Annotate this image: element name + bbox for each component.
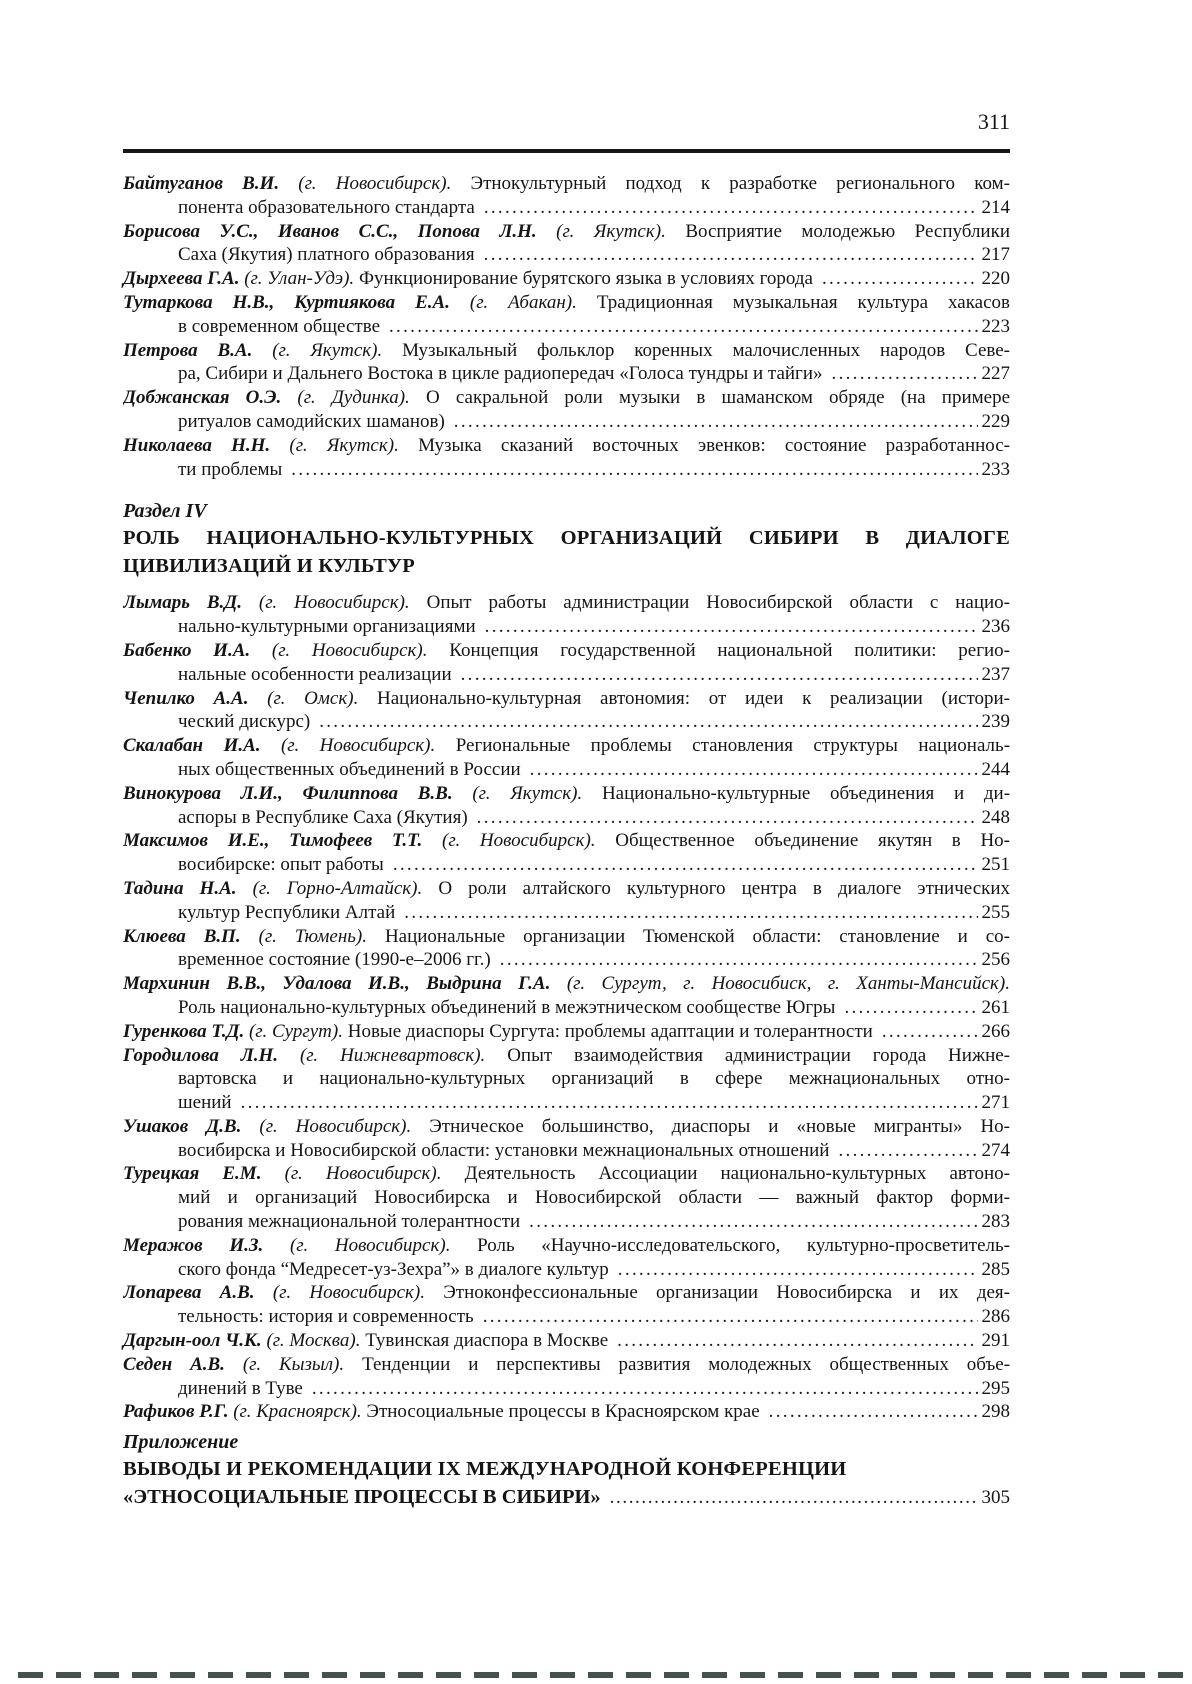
- entry-city: (г. Абакан).: [469, 291, 577, 313]
- entry-city: (г. Москва).: [266, 1330, 361, 1352]
- entry-city: (г. Горно-Алтайск).: [252, 877, 423, 899]
- entry-title: О роли алтайского культурного центра в диалоге этнических: [438, 877, 1010, 899]
- dot-leader: [241, 1091, 978, 1115]
- dot-leader: [838, 1139, 977, 1163]
- entry-page-number: 237: [981, 663, 1010, 685]
- entry-page-number: 256: [981, 949, 1010, 971]
- text-block: [123, 0, 1010, 1512]
- section-title-line2: ЦИВИЛИЗАЦИЙ И КУЛЬТУР: [123, 555, 415, 578]
- entry-city: (г. Сургут, г. Новосибиск, г. Ханты-Мансийск).: [566, 973, 1010, 995]
- entry-title: Новые диаспоры Сургута: проблемы адаптации и толерантности: [347, 1020, 873, 1042]
- entry-title-cont: Роль национально-культурных объединений в межэтническом сообществе Югры: [178, 996, 836, 1018]
- entry-page-number: 236: [981, 616, 1010, 638]
- dot-leader: [529, 1210, 977, 1234]
- table-row: [123, 972, 1010, 1020]
- entry-title-cont: ных общественных объединений в России: [178, 758, 521, 780]
- toc-entry-lastline: [123, 362, 1010, 386]
- dot-leader: [500, 948, 978, 972]
- dot-leader: [477, 806, 978, 830]
- section-label: Раздел IV: [123, 500, 207, 523]
- table-of-contents: [123, 172, 1010, 1512]
- table-row: [123, 734, 1010, 782]
- entry-page-number: 217: [981, 244, 1010, 266]
- entry-title-cont: ритуалов самодийских шаманов): [178, 410, 445, 432]
- entry-title: Деятельность Ассоциации национально-культурных автоно-: [464, 1163, 1010, 1185]
- entry-authors: Николаева Н.Н.: [123, 434, 271, 456]
- dot-leader: [618, 1258, 978, 1282]
- entry-city: (г. Новосибирск).: [259, 1115, 412, 1137]
- entry-city: (г. Улан-Удэ).: [244, 268, 355, 290]
- toc-entry-firstline: [123, 829, 1010, 853]
- entry-title-text: [178, 315, 380, 339]
- toc-entry-firstline: [123, 591, 1010, 615]
- dot-leader: [610, 1483, 978, 1512]
- toc-entry-lastline: [123, 267, 1010, 291]
- entry-page-number: 229: [981, 410, 1010, 432]
- entry-page-number: 286: [981, 1306, 1010, 1328]
- entry-title-text: [178, 243, 475, 267]
- entry-authors: Байтуганов В.И.: [123, 173, 280, 194]
- entry-page-number: 214: [981, 196, 1010, 218]
- toc-entry-firstline: [123, 1234, 1010, 1258]
- entry-page-number: 244: [981, 758, 1010, 780]
- toc-entry-firstline: [123, 172, 1010, 196]
- toc-entry-lastline: [123, 1400, 1010, 1424]
- entry-title-text: [178, 1258, 609, 1282]
- entry-title-text: [123, 1020, 873, 1044]
- entry-title-text: [178, 1377, 303, 1401]
- table-row: [123, 1400, 1010, 1424]
- entry-authors: Петрова В.А.: [123, 339, 253, 361]
- toc-entry-firstline: [123, 734, 1010, 758]
- toc-entry-lastline: [123, 1305, 1010, 1329]
- table-row: [123, 687, 1010, 735]
- entry-title: Национальные организации Тюменской области: становление и со-: [384, 925, 1010, 947]
- table-row: [123, 220, 1010, 268]
- toc-entry-lastline: [123, 243, 1010, 267]
- entry-title-text: [178, 1139, 829, 1163]
- entry-title-cont: понента образовательного стандарта: [178, 196, 475, 218]
- entry-title-text: [178, 458, 282, 482]
- table-row: [123, 1353, 1010, 1401]
- header-rule: [123, 149, 1010, 153]
- entry-title: О сакральной роли музыки в шаманском обряде (на примере: [425, 387, 1010, 409]
- dot-leader: [312, 1377, 978, 1401]
- entry-title-cont: ского фонда “Медресет-уз-Зехра”» в диалоге культур: [178, 1258, 609, 1280]
- toc-entry-firstline: [123, 386, 1010, 410]
- dot-leader: [319, 710, 977, 734]
- entry-title-cont: нально-культурными организациями: [178, 616, 476, 638]
- entry-authors: Лопарева А.В.: [123, 1282, 255, 1304]
- dot-leader: [484, 196, 978, 220]
- appendix-page-number: 305: [981, 1487, 1010, 1509]
- entry-page-number: 239: [981, 711, 1010, 733]
- appendix-title-line1: ВЫВОДЫ И РЕКОМЕНДАЦИИ IX МЕЖДУНАРОДНОЙ КОНФЕРЕНЦИИ: [123, 1458, 847, 1481]
- toc-entry-lastline: [123, 996, 1010, 1020]
- entry-title-cont: восибирске: опыт работы: [178, 854, 384, 876]
- entry-authors: Мархинин В.В., Удалова И.В., Выдрина Г.А.: [123, 973, 551, 995]
- entry-authors: Лымарь В.Д.: [123, 592, 242, 614]
- entry-city: (г. Омск).: [267, 687, 359, 709]
- entry-authors: Даргын-оол Ч.К.: [123, 1330, 262, 1352]
- entry-city: (г. Нижневартовск).: [299, 1044, 486, 1066]
- entry-title-cont: динений в Туве: [178, 1377, 303, 1399]
- toc-entry-firstline: [123, 1353, 1010, 1377]
- entry-title-text: [123, 267, 813, 291]
- entry-city: (г. Новосибирск).: [442, 830, 596, 852]
- page-number: 311: [977, 109, 1010, 134]
- dot-leader: [454, 410, 978, 434]
- toc-entry-lastline: [123, 853, 1010, 877]
- section-title-line1: РОЛЬ НАЦИОНАЛЬНО-КУЛЬТУРНЫХ ОРГАНИЗАЦИЙ СИБИРИ В ДИАЛОГЕ: [123, 527, 1010, 550]
- table-row: [123, 639, 1010, 687]
- toc-entry-lastline: [123, 806, 1010, 830]
- entry-city: (г. Новосибирск).: [298, 173, 452, 194]
- dot-leader: [461, 663, 978, 687]
- toc-entry-firstline: [123, 1281, 1010, 1305]
- entry-page-number: 227: [981, 363, 1010, 385]
- entry-title: Восприятие молодежью Республики: [685, 220, 1010, 242]
- table-row: [123, 172, 1010, 220]
- entry-page-number: 295: [981, 1377, 1010, 1399]
- dot-leader: [393, 853, 978, 877]
- toc-entry-lastline: [123, 710, 1010, 734]
- entry-authors: Скалабан И.А.: [123, 735, 261, 757]
- table-row: [123, 1115, 1010, 1163]
- entry-title: Региональные проблемы становления структуры националь-: [455, 735, 1010, 757]
- entry-page-number: 261: [981, 996, 1010, 1018]
- table-row: [123, 339, 1010, 387]
- entry-title-text: [123, 1400, 760, 1424]
- toc-entry-lastline: [123, 315, 1010, 339]
- entry-city: (г. Якутск).: [289, 434, 399, 456]
- entry-city: (г. Якутск).: [272, 339, 383, 361]
- table-row: [123, 291, 1010, 339]
- toc-entry-lastline: [123, 615, 1010, 639]
- entry-city: (г. Новосибирск).: [284, 1163, 442, 1185]
- table-row: [123, 1329, 1010, 1353]
- table-row: [123, 1162, 1010, 1233]
- entry-authors: Гуренкова Т.Д.: [123, 1020, 245, 1042]
- entry-title-text: [178, 853, 384, 877]
- dot-leader: [832, 362, 978, 386]
- entry-page-number: 266: [981, 1020, 1010, 1042]
- table-row: [123, 782, 1010, 830]
- dot-leader: [404, 901, 977, 925]
- table-row: [123, 267, 1010, 291]
- entry-title: Тенденции и перспективы развития молодежных общественных объе-: [362, 1353, 1010, 1375]
- toc-entry-lastline: [123, 196, 1010, 220]
- entry-title-text: [123, 1329, 608, 1353]
- entry-authors: Меражов И.З.: [123, 1234, 264, 1256]
- toc-entry-firstline: [123, 782, 1010, 806]
- toc-entry-contline: мий и организаций Новосибирска и Новосибирской области — важный фактор форми-: [178, 1187, 1010, 1209]
- entry-title-cont: Саха (Якутия) платного образования: [178, 244, 475, 266]
- entry-authors: Борисова У.С., Иванов С.С., Попова Л.Н.: [123, 220, 537, 242]
- entry-title-cont: нальные особенности реализации: [178, 663, 452, 685]
- toc-entry-lastline: [123, 1329, 1010, 1353]
- entry-page-number: 251: [981, 854, 1010, 876]
- entry-title: Музыка сказаний восточных эвенков: состояние разработаннос-: [418, 434, 1010, 456]
- entry-page-number: 248: [981, 806, 1010, 828]
- entry-title-cont: рования межнациональной толерантности: [178, 1211, 521, 1233]
- entry-city: (г. Красноярск).: [233, 1401, 362, 1423]
- entry-city: (г. Якутск).: [472, 782, 583, 804]
- toc-entry-lastline: [123, 1210, 1010, 1234]
- toc-entry-firstline: [123, 877, 1010, 901]
- entry-title-text: [178, 1210, 520, 1234]
- dot-leader: [291, 458, 977, 482]
- entry-city: (г. Кызыл).: [242, 1353, 345, 1375]
- entry-title: Этноконфессиональные организации Новосибирска и их дея-: [443, 1282, 1010, 1304]
- entry-authors: Винокурова Л.И., Филиппова В.В.: [123, 782, 453, 804]
- appendix-title-line2: «ЭТНОСОЦИАЛЬНЫЕ ПРОЦЕССЫ В СИБИРИ»: [123, 1486, 601, 1509]
- entry-authors: Дырхеева Г.А.: [123, 268, 240, 290]
- table-row: [123, 1020, 1010, 1044]
- dot-leader: [769, 1400, 978, 1424]
- entry-authors: Рафиков Р.Г.: [123, 1401, 229, 1423]
- entry-title-text: [178, 901, 395, 925]
- dot-leader: [822, 267, 978, 291]
- entry-title-text: [178, 1091, 232, 1115]
- entry-title: Концепция государственной национальной политики: регио-: [449, 639, 1010, 661]
- entry-title-text: [178, 615, 476, 639]
- entry-title-cont: культур Республики Алтай: [178, 901, 396, 923]
- entry-title-text: [178, 1305, 474, 1329]
- toc-entry-firstline: [123, 972, 1010, 996]
- entry-authors: Городилова Л.Н.: [123, 1044, 279, 1066]
- entry-authors: Тутаркова Н.В., Куртиякова Е.А.: [123, 291, 450, 313]
- toc-entry-firstline: [123, 1162, 1010, 1186]
- entry-authors: Тадина Н.А.: [123, 877, 237, 899]
- dot-leader: [483, 1305, 978, 1329]
- entry-city: (г. Дудинка).: [297, 387, 410, 409]
- entry-title-text: [178, 362, 823, 386]
- entry-title-cont: шений: [178, 1092, 232, 1114]
- entry-title-text: [178, 806, 468, 830]
- table-row: [123, 591, 1010, 639]
- entry-title: Общественное объединение якутян в Но-: [615, 830, 1010, 852]
- toc-entry-firstline: [123, 1115, 1010, 1139]
- entry-title: Этнокультурный подход к разработке регионального ком-: [470, 173, 1010, 194]
- entry-city: (г. Якутск).: [556, 220, 666, 242]
- toc-entry-lastline: [123, 458, 1010, 482]
- entry-title-cont: временное состояние (1990-е–2006 гг.): [178, 949, 491, 971]
- entry-title-text: [178, 710, 310, 734]
- toc-entry-lastline: [123, 410, 1010, 434]
- dot-leader: [844, 996, 977, 1020]
- entry-authors: Добжанская О.Э.: [123, 387, 282, 409]
- toc-entry-firstline: [123, 687, 1010, 711]
- entry-title-text: [178, 996, 835, 1020]
- entry-title: Этническое большинство, диаспоры и «новые мигранты» Но-: [429, 1115, 1010, 1137]
- dot-leader: [882, 1020, 978, 1044]
- toc-entry-lastline: [123, 1139, 1010, 1163]
- toc-entry-firstline: [123, 434, 1010, 458]
- entry-city: (г. Новосибирск).: [280, 735, 436, 757]
- entry-page-number: 291: [981, 1330, 1010, 1352]
- dot-leader: [389, 315, 978, 339]
- entry-title: Опыт работы администрации Новосибирской области с нацио-: [426, 592, 1010, 614]
- entry-page-number: 255: [981, 901, 1010, 923]
- dot-leader: [530, 758, 978, 782]
- appendix-label: Приложение: [123, 1431, 239, 1454]
- entry-page-number: 220: [981, 268, 1010, 290]
- entry-title-cont: восибирска и Новосибирской области: установки межнациональных отношений: [178, 1139, 830, 1161]
- entry-title-text: [178, 196, 475, 220]
- toc-entry-lastline: [123, 1258, 1010, 1282]
- entry-title-cont: ти проблемы: [178, 458, 283, 480]
- entry-title-text: [178, 663, 452, 687]
- toc-entry-lastline: [123, 1020, 1010, 1044]
- entry-title: Этносоциальные процессы в Красноярском крае: [366, 1401, 760, 1423]
- entry-city: (г. Новосибирск).: [271, 639, 428, 661]
- entry-authors: Бабенко И.А.: [123, 639, 251, 661]
- table-row: [123, 877, 1010, 925]
- toc-entry-firstline: [123, 1044, 1010, 1068]
- entry-authors: Ушаков Д.В.: [123, 1115, 242, 1137]
- table-row: [123, 386, 1010, 434]
- toc-entry-firstline: [123, 639, 1010, 663]
- entry-title: Тувинская диаспора в Москве: [365, 1330, 609, 1352]
- table-row: [123, 434, 1010, 482]
- toc-entry-lastline: [123, 948, 1010, 972]
- entry-title-text: [178, 410, 445, 434]
- entry-title: Национально-культурные объединения и ди-: [601, 782, 1010, 804]
- appendix-heading: [123, 1430, 1010, 1512]
- entry-title: Роль «Научно-исследовательского, культурно-просветитель-: [477, 1234, 1010, 1256]
- section-heading: [123, 499, 1010, 580]
- toc-entry-firstline: [123, 339, 1010, 363]
- entry-title-cont: ческий дискурс): [178, 711, 311, 733]
- entry-city: (г. Новосибирск).: [289, 1234, 451, 1256]
- entry-authors: Турецкая Е.М.: [123, 1163, 262, 1185]
- entry-title-text: [178, 758, 521, 782]
- entry-page-number: 285: [981, 1258, 1010, 1280]
- entry-title-cont: ра, Сибири и Дальнего Востока в цикле радиопередач «Голоса тундры и тайги»: [178, 363, 823, 385]
- entry-title-cont: в современном обществе: [178, 315, 380, 337]
- entry-title: Национально-культурная автономия: от идеи к реализации (истори-: [377, 687, 1010, 709]
- appendix-lastline: [123, 1483, 1010, 1512]
- entry-title: Традиционная музыкальная культура хакасов: [596, 291, 1010, 313]
- entry-title-text: [178, 948, 491, 972]
- entry-authors: Клюева В.П.: [123, 925, 241, 947]
- entry-authors: Седен А.В.: [123, 1353, 225, 1375]
- toc-entry-lastline: [123, 663, 1010, 687]
- entry-title-cont: тельность: история и современность: [178, 1306, 474, 1328]
- table-row: [123, 1044, 1010, 1115]
- entry-city: (г. Новосибирск).: [258, 592, 410, 614]
- entry-city: (г. Тюмень).: [258, 925, 368, 947]
- entry-page-number: 274: [981, 1139, 1010, 1161]
- toc-entry-firstline: [123, 291, 1010, 315]
- toc-entry-lastline: [123, 901, 1010, 925]
- dot-leader: [617, 1329, 977, 1353]
- toc-entry-lastline: [123, 758, 1010, 782]
- entry-authors: Чепилко А.А.: [123, 687, 249, 709]
- footer-dash-bar: [18, 1672, 1188, 1678]
- table-row: [123, 829, 1010, 877]
- entry-page-number: 233: [981, 458, 1010, 480]
- toc-entry-contline: вартовска и национально-культурных организаций в сфере межнациональных отно-: [178, 1068, 1010, 1090]
- toc-entry-lastline: [123, 1091, 1010, 1115]
- entry-city: (г. Сургут).: [248, 1020, 343, 1042]
- entry-authors: Максимов И.Е., Тимофеев Т.Т.: [123, 830, 423, 852]
- entry-city: (г. Новосибирск).: [272, 1282, 425, 1304]
- entry-page-number: 298: [981, 1401, 1010, 1423]
- table-row: [123, 1281, 1010, 1329]
- toc-entry-lastline: [123, 1377, 1010, 1401]
- entry-title: Музыкальный фольклор коренных малочисленных народов Севе-: [402, 339, 1010, 361]
- dot-leader: [484, 243, 978, 267]
- entry-title: Функционирование бурятского языка в условиях города: [358, 268, 813, 290]
- entry-page-number: 271: [981, 1092, 1010, 1114]
- entry-page-number: 223: [981, 315, 1010, 337]
- table-row: [123, 925, 1010, 973]
- entry-title: Опыт взаимодействия администрации города Нижне-: [507, 1044, 1010, 1066]
- table-row: [123, 1234, 1010, 1282]
- entry-page-number: 283: [981, 1211, 1010, 1233]
- toc-entry-firstline: [123, 925, 1010, 949]
- entry-title-cont: аспоры в Республике Саха (Якутия): [178, 806, 468, 828]
- dot-leader: [485, 615, 978, 639]
- toc-entry-firstline: [123, 220, 1010, 244]
